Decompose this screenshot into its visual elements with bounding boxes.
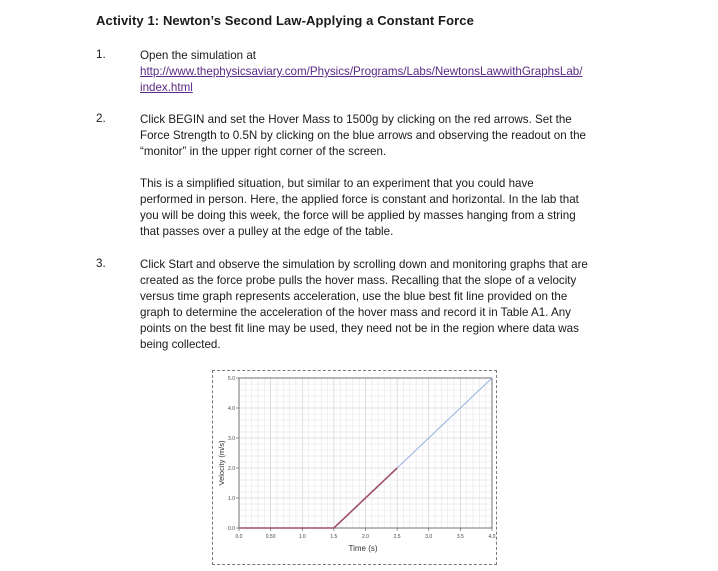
simulation-link-continued[interactable]: index.html (140, 81, 193, 94)
step-3-line: points on the best fit line may be used, they need not be in the region where data was (140, 322, 579, 335)
y-tick-label: 5.0 (228, 376, 235, 382)
step-2-note-line: This is a simplified situation, but similar to an experiment that you could have (140, 177, 534, 190)
velocity-time-graph (212, 370, 497, 565)
step-3-line: created as the force probe pulls the hover mass. Recalling that the slope of a velocity (140, 274, 577, 287)
step-1-text (140, 48, 616, 96)
step-3-number: 3. (96, 257, 106, 270)
x-tick-label: 1.5 (330, 534, 338, 540)
step-2-note (140, 176, 616, 240)
simulation-link[interactable]: http://www.thephysicsaviary.com/Physics/Programs/Labs/NewtonsLawwithGraphsLab/ (140, 65, 583, 78)
x-tick-label: 0.50 (265, 534, 276, 540)
x-tick-label: 2.5 (393, 534, 401, 540)
x-axis-label: Time (s) (348, 544, 378, 553)
step-3-line: versus time graph represents acceleration, use the blue best fit line provided on the (140, 290, 568, 303)
step-1-number: 1. (96, 48, 106, 61)
step-2-number: 2. (96, 112, 106, 125)
step-3-line: Click Start and observe the simulation by scrolling down and monitoring graphs that are (140, 258, 588, 271)
step-2-note-line: performed in person. Here, the applied force is constant and horizontal. In the lab that (140, 193, 579, 206)
step-2-text (140, 112, 616, 160)
step-3-text (140, 257, 616, 353)
x-tick-label: 3.5 (456, 534, 464, 540)
step-2-line: Click BEGIN and set the Hover Mass to 1500g by clicking on the red arrows. Set the (140, 113, 572, 126)
y-axis-label: Velocity (m/s) (217, 440, 226, 486)
y-tick-label: 4.0 (228, 406, 235, 412)
step-2-note-line: that passes over a pulley at the edge of the table. (140, 225, 394, 238)
x-tick-label: 1.0 (298, 534, 306, 540)
x-tick-label: 3.0 (425, 534, 433, 540)
y-tick-label: 3.0 (228, 436, 235, 442)
y-tick-label: 2.0 (228, 466, 235, 472)
step-2-line: “monitor” in the upper right corner of the screen. (140, 145, 387, 158)
step-3-line: graph to determine the acceleration of the hover mass and record it in Table A1. Any (140, 306, 571, 319)
step-2-note-line: you will be doing this week, the force will be applied by masses hanging from a string (140, 209, 576, 222)
y-tick-label: 1.0 (228, 496, 235, 502)
x-tick-label: 2.0 (362, 534, 369, 540)
step-3-line: being collected. (140, 338, 221, 351)
x-tick-label: 0.0 (235, 534, 243, 540)
step-1-intro: Open the simulation at (140, 49, 257, 62)
x-tick-label: 4.0 (488, 534, 496, 540)
activity-title: Activity 1: Newton’s Second Law-Applying a Constant Force (96, 13, 474, 28)
step-2-line: Force Strength to 0.5N by clicking on the blue arrows and observing the readout on the (140, 129, 586, 142)
y-tick-label: 0.0 (228, 526, 235, 532)
velocity-time-chart (213, 371, 496, 564)
